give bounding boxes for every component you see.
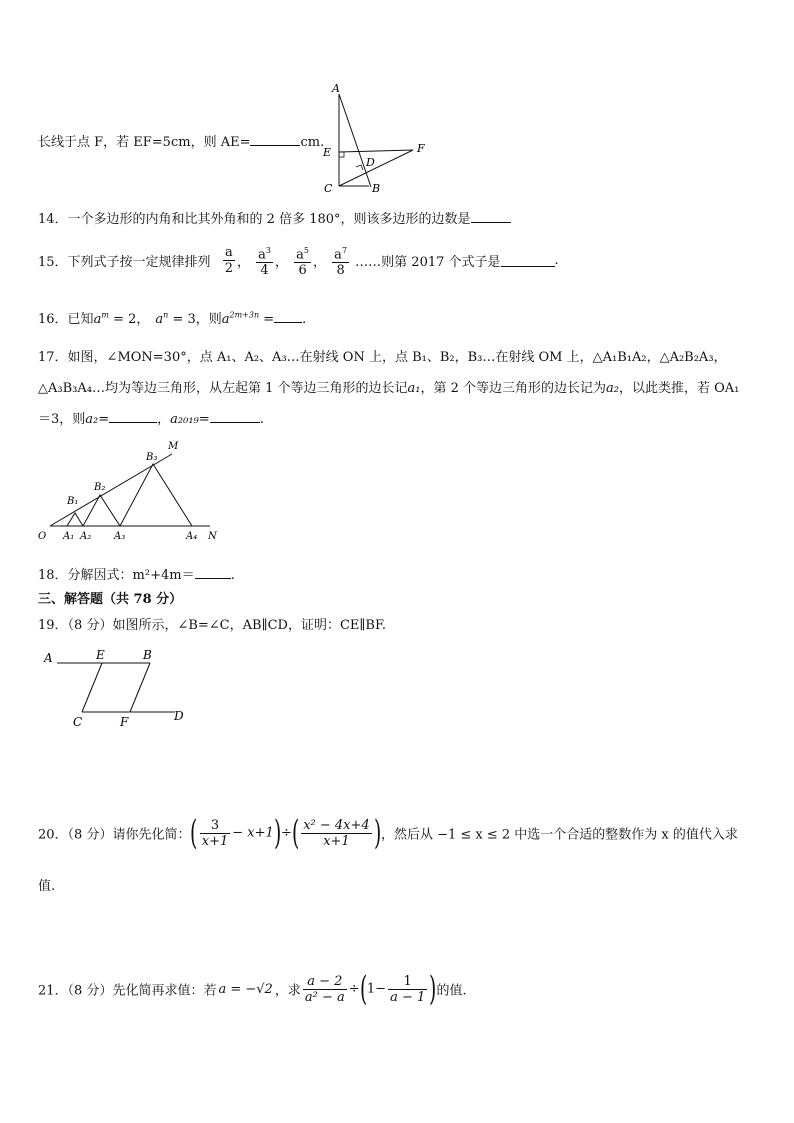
q17-label-N: N [208, 531, 217, 542]
q20-line2: 值. [38, 879, 56, 894]
q19-figure [40, 648, 200, 728]
q13-figure [318, 82, 425, 195]
q19-label-F: F [120, 715, 129, 729]
q15-answer-blank[interactable] [501, 254, 555, 267]
q20: 20．（8 分）请你先化简：( $\frac{3}{x+1}$ − x+1)÷( $\frac{\text{x² − 4x+4}}{x+1}$ )，然后从 −1 ≤ x ≤ 2 中选一个合适的整数作为 x 的值代入求 [38, 813, 738, 853]
q17-line1: 17．如图，∠MON=30°，点 A₁、A₂、A₃…在射线 ON 上，点 B₁、B₂，B₃…在射线 OM 上，△A₁B₁A₂，△A₂B₂A₃， [38, 350, 727, 365]
q21: 21．（8 分）先化简再求值：若 a = −√2 ，求 $\frac{a - 2}{\text{a² − a}}$ ÷(1− $\frac{1}{a - 1}$ )的值. [38, 969, 467, 1009]
q16: 16．已知$a^m = 2$， $a^n = 3$，则$a^{2m+3n}$ = . [38, 310, 307, 327]
q19-label-A: A [44, 651, 53, 665]
q14-answer-blank[interactable] [471, 210, 511, 223]
q17-label-A4: A₄ [186, 531, 198, 542]
q19-label-C: C [73, 715, 83, 729]
q17-label-O: O [38, 531, 47, 542]
q18-answer-blank[interactable] [195, 566, 231, 579]
q20-fraction-2: $\frac{\text{x² − 4x+4}}{x+1}$ [303, 817, 370, 849]
q17-figure [36, 440, 236, 544]
q13-label-B: B [372, 182, 381, 195]
section-3-title: 三、解答题（共 78 分） [38, 592, 183, 607]
q21-fraction-2: $\frac{1}{a - 1}$ [390, 973, 426, 1005]
q20-fraction-1: $\frac{3}{x+1}$ [201, 817, 229, 849]
q15-fraction-1: $\frac{a}{2}$ [224, 245, 233, 277]
q19-label-E: E [96, 648, 105, 662]
q17-blank-a2019[interactable] [210, 410, 260, 423]
q13-answer-blank[interactable] [250, 133, 300, 146]
q19-label-B: B [143, 648, 152, 662]
q15: 15．下列式子按一定规律排列 $\frac{a}{2}$ ， $\frac{a^3}{4}$ ， $\frac{a^5}{6}$ ， $\frac{a^7}{8}$ ……则第 2017 个式子是 . [38, 243, 559, 278]
q18: 18．分解因式：m²+4m＝ . [38, 568, 235, 583]
q21-fraction-1: $\frac{a - 2}{\text{a² − a}}$ [304, 973, 345, 1005]
q13-label-A: A [332, 82, 340, 95]
q13-label-E: E [323, 146, 332, 159]
q17-blank-a2[interactable] [109, 410, 157, 423]
q13-label-F: F [417, 142, 425, 155]
q17-label-B1: B₁ [67, 496, 79, 507]
q15-fraction-4: $\frac{a^7}{8}$ [332, 243, 349, 278]
q17-label-B3: B₃ [146, 452, 158, 463]
q17-label-A3: A₃ [114, 531, 126, 542]
q13-label-D: D [366, 156, 375, 169]
q19: 19．（8 分）如图所示，∠B=∠C，AB∥CD，证明：CE∥BF. [38, 618, 387, 633]
q19-label-D: D [174, 709, 184, 723]
q15-fraction-3: $\frac{a^5}{6}$ [294, 243, 311, 278]
q17-line2: △A₃B₃A₄…均为等边三角形，从左起第 1 个等边三角形的边长记a₁，第 2 个等边三角形的边长记为a₂，以此类推，若 OA₁ [38, 381, 740, 396]
q13-text: 长线于点 F，若 EF=5cm，则 AE= cm. [38, 135, 325, 150]
q16-answer-blank[interactable] [274, 310, 302, 323]
q17-label-M: M [168, 441, 179, 452]
q17-label-A1: A₁ [63, 531, 75, 542]
q15-fraction-2: $\frac{a^3}{4}$ [256, 243, 273, 278]
q17-line3: ＝3，则a₂= ，a₂₀₁₉= . [38, 412, 264, 427]
q13-label-C: C [324, 182, 333, 195]
q17-label-B2: B₂ [94, 482, 106, 493]
q17-label-A2: A₂ [80, 531, 92, 542]
q14: 14．一个多边形的内角和比其外角和的 2 倍多 180°，则该多边形的边数是 [38, 208, 511, 227]
